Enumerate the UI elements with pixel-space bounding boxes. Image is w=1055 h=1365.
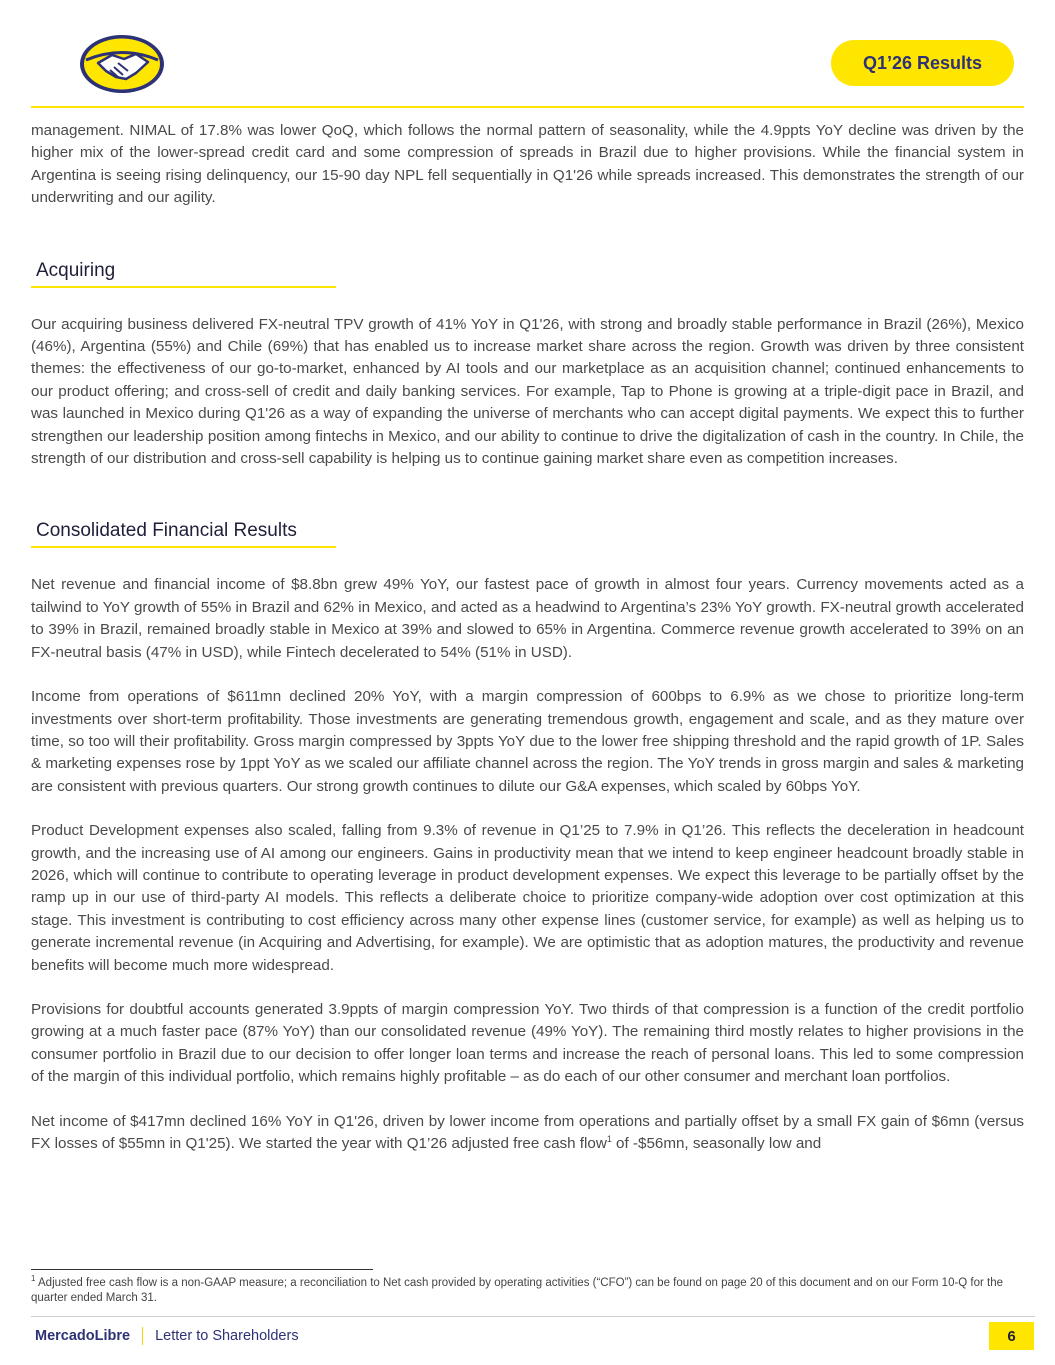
footnote-text: Adjusted free cash flow is a non-GAAP measure; a reconciliation to Net cash provided by operating activities (“CFO”) can be found on page 20 of this document and on our Form 10-Q for the quarter ended March 31. [31, 1277, 1004, 1304]
page-number: 6 [989, 1322, 1034, 1350]
consolidated-paragraph-revenue: Net revenue and financial income of $8.8bn grew 49% YoY, our fastest pace of growth in almost four years. Currency movements acted as a tailwind to YoY growth of 55% in Brazil and 62% in Mexico, and acted as a headwind to Argentina’s 23% YoY growth. FX-neutral growth accelerated to 39% in Brazil, remained broadly stable in Mexico at 39% and slowed to 65% in Argentina. Commerce revenue growth accelerated to 39% on an FX-neutral basis (47% in USD), while Fintech decelerated to 54% (51% in USD). [31, 576, 1024, 661]
consolidated-paragraph-net-income [31, 1111, 1024, 1156]
intro-paragraph: management. NIMAL of 17.8% was lower QoQ, which follows the normal pattern of seasonality, while the 4.9ppts YoY decline was driven by the higher mix of the lower-spread credit card and some compression of spreads in Brazil due to higher provisions. While the financial system in Argentina is seeing rising delinquency, our 15-90 day NPL fell sequentially in Q1'26 while spreads increased. This demonstrates the strength of our underwriting and our agility. [31, 122, 1024, 207]
page-content [31, 120, 1024, 1155]
footer-brand: MercadoLibre [35, 1328, 131, 1344]
footnote-divider [31, 1269, 373, 1270]
consolidated-paragraph-operations: Income from operations of $611mn declined 20% YoY, with a margin compression of 600bps to 6.9% as we chose to prioritize long-term investments over short-term profitability. Those investments are generating tremendous growth, engagement and scale, and as they mature over time, so too will their profitability. Gross margin compressed by 3ppts YoY due to the lower free shipping threshold and the rapid growth of 1P. Sales & marketing expenses rose by 1ppt YoY as we scaled our affiliate channel across the region. The YoY trends in gross margin and sales & marketing are consistent with previous quarters. Our strong growth continues to dilute our G&A expenses, which scaled by 60bps YoY. [31, 688, 1024, 795]
footnote [31, 1276, 1011, 1306]
footer-separator [142, 1327, 143, 1345]
footnote-marker: 1 [31, 1274, 36, 1284]
footer-divider [31, 1316, 1035, 1317]
consolidated-paragraph-product-development: Product Development expenses also scaled, falling from 9.3% of revenue in Q1’25 to 7.9% in Q1’26. This reflects the deceleration in headcount growth, and the increasing use of AI among our engineers. Gains in productivity mean that we intend to keep engineer headcount broadly stable in 2026, which will continue to contribute to operating leverage in product development expenses. We expect this leverage to be partially offset by the ramp up in our use of third-party AI models. This reflects a deliberate choice to prioritize company-wide adoption over cost optimization at this stage. This investment is contributing to cost efficiency across many other expense lines (customer service, for example) as well as helping us to generate incremental revenue (in Acquiring and Advertising, for example). We are optimistic that as adoption matures, the productivity and revenue benefits will become much more widespread. [31, 822, 1024, 974]
net-income-text-end: of -$56mn, seasonally low and [611, 1135, 822, 1152]
footer-label: Letter to Shareholders [155, 1328, 299, 1344]
quarter-results-badge: Q1’26 Results [831, 40, 1014, 86]
section-title-consolidated: Consolidated Financial Results [31, 520, 336, 548]
mercadolibre-handshake-logo [78, 33, 166, 95]
section-title-acquiring: Acquiring [31, 260, 336, 288]
net-income-text: Net income of $417mn declined 16% YoY in Q1'26, driven by lower income from operations and partially offset by a small FX gain of $6mn (versus FX losses of $55mn in Q1'25). We started the year with Q1’26 adjusted free cash flow [31, 1112, 1024, 1152]
page-footer [35, 1323, 299, 1349]
header-divider [31, 106, 1024, 108]
acquiring-paragraph: Our acquiring business delivered FX-neutral TPV growth of 41% YoY in Q1'26, with strong and broadly stable performance in Brazil (26%), Mexico (46%), Argentina (55%) and Chile (69%) that has enabled us to increase market share across the region. Growth was driven by three consistent themes: the effectiveness of our go-to-market, enhanced by AI tools and our marketplace as an acquisition channel; continued enhancements to our product offering; and cross-sell of credit and daily banking services. For example, Tap to Phone is growing at a triple-digit pace in Brazil, and was launched in Mexico during Q1'26 as a way of expanding the universe of merchants who can accept digital payments. We expect this to further strengthen our leadership position among fintechs in Mexico, and our ability to continue to drive the digitalization of cash in the country. In Chile, the strength of our distribution and cross-sell capability is helping us to continue gaining market share even as competition increases. [31, 315, 1024, 468]
page-header [0, 0, 1055, 108]
footnote-reference: 1 [606, 1133, 612, 1144]
consolidated-paragraph-provisions: Provisions for doubtful accounts generated 3.9ppts of margin compression YoY. Two thirds of that compression is a function of the credit portfolio growing at a much faster pace (87% YoY) than our consolidated revenue (49% YoY). The remaining third mostly relates to higher provisions in the consumer portfolio in Brazil due to our decision to offer longer loan terms and increase the reach of personal loans. This led to some compression of the margin of this individual portfolio, which remains highly profitable – as do each of our other consumer and merchant loan portfolios. [31, 1000, 1024, 1086]
